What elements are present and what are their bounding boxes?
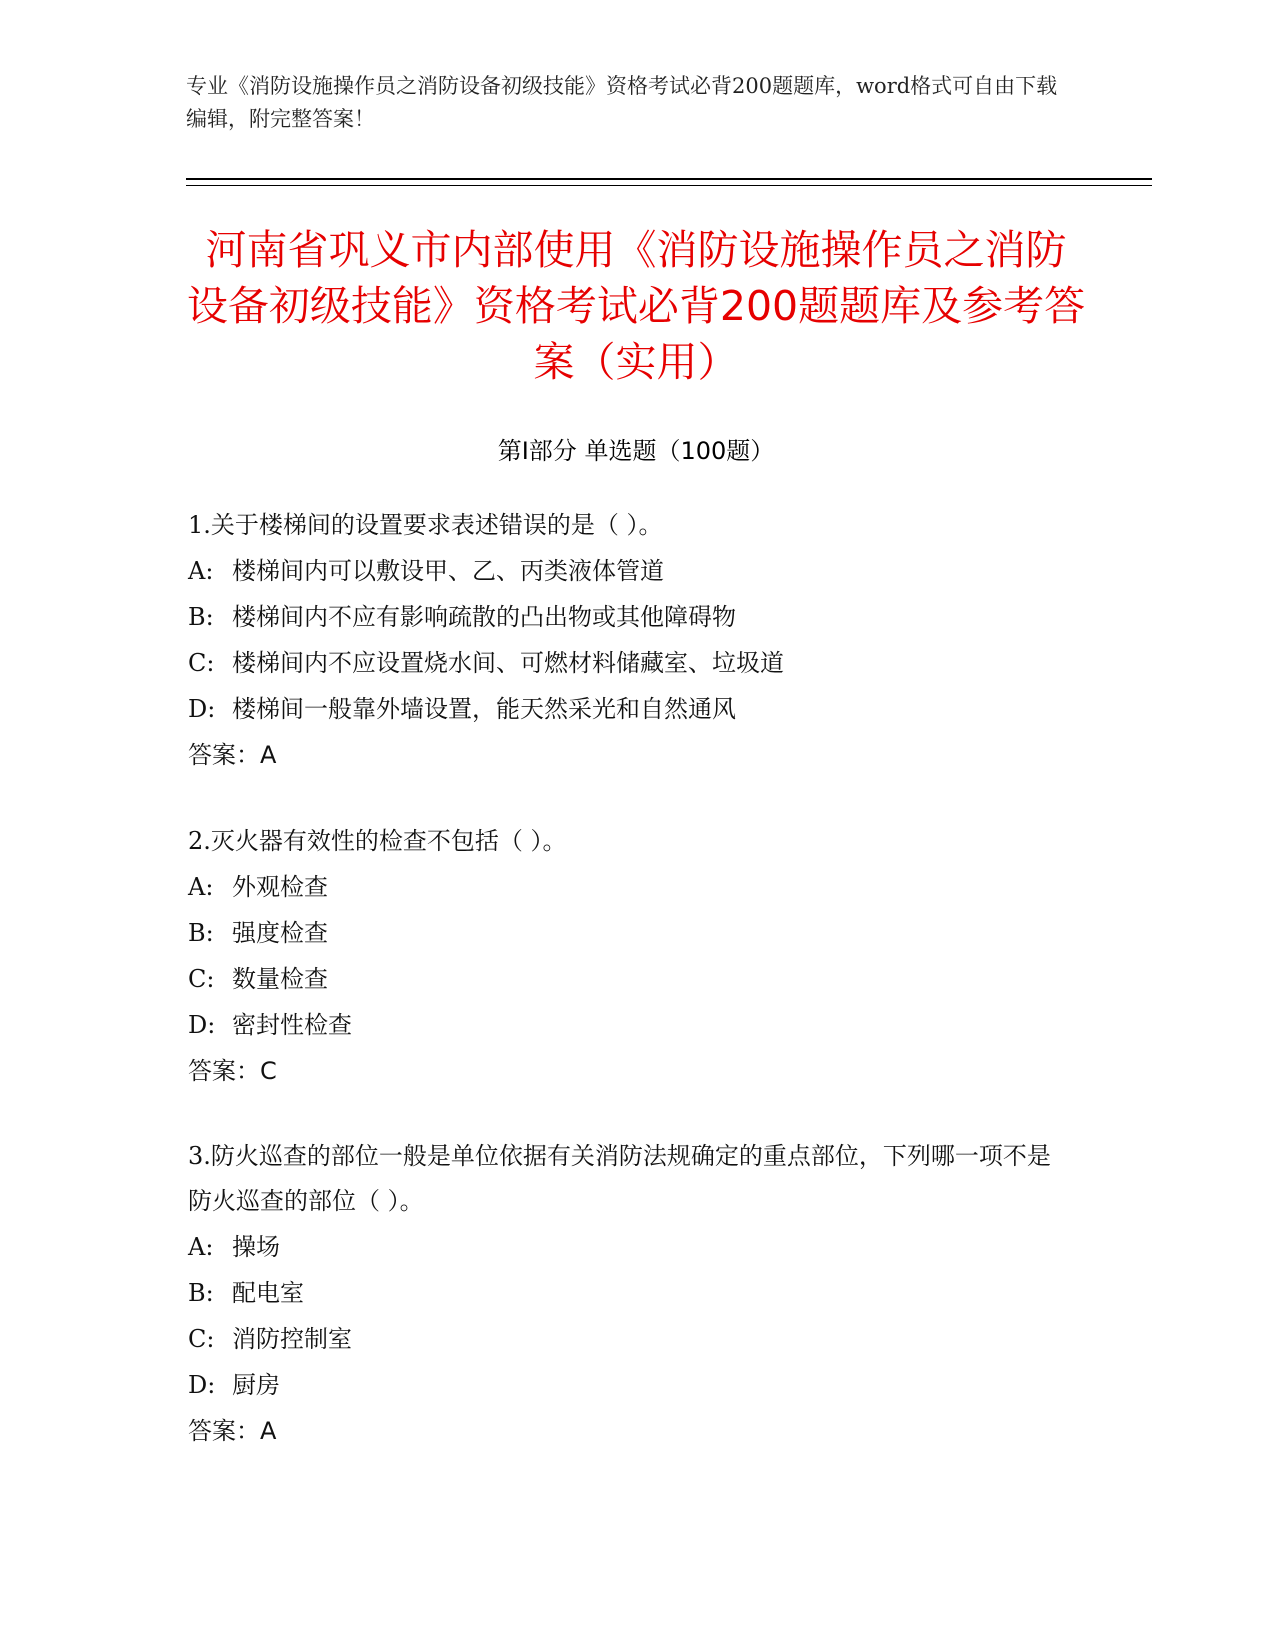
option-text: 楼梯间一般靠外墙设置，能天然采光和自然通风 — [232, 695, 736, 723]
question-stem: 3.防火巡查的部位一般是单位依据有关消防法规确定的重点部位，下列哪一项不是防火巡查的部位（ ）。 — [188, 1142, 1051, 1215]
question-stem: 2.灭火器有效性的检查不包括（ ）。 — [188, 827, 567, 855]
option-b — [188, 1270, 1068, 1316]
option-d — [188, 1002, 1068, 1048]
option-label: A: — [188, 557, 214, 585]
section-title: 第Ⅰ部分 单选题（100题） — [497, 437, 775, 465]
option-d — [188, 686, 1068, 732]
option-c — [188, 640, 1068, 686]
option-label: C: — [188, 1325, 215, 1353]
option-text: 强度检查 — [232, 919, 328, 947]
option-text: 消防控制室 — [232, 1325, 352, 1353]
question-3 — [188, 1134, 1068, 1454]
document-title: 河南省巩义市内部使用《消防设施操作员之消防设备初级技能》资格考试必背200题题库及参考答案（实用） — [186, 226, 1086, 386]
question-1 — [188, 502, 1068, 778]
option-label: B: — [188, 603, 214, 631]
option-d — [188, 1362, 1068, 1408]
option-a — [188, 548, 1068, 594]
question-stem: 1.关于楼梯间的设置要求表述错误的是（ ）。 — [188, 511, 663, 539]
option-a — [188, 864, 1068, 910]
option-label: D: — [188, 1371, 216, 1399]
answer: 答案：A — [188, 1417, 277, 1445]
answer: 答案：A — [188, 741, 277, 769]
option-b — [188, 910, 1068, 956]
question-2 — [188, 818, 1068, 1094]
header-divider-thin — [186, 185, 1152, 186]
answer: 答案：C — [188, 1057, 277, 1085]
option-text: 厨房 — [232, 1371, 280, 1399]
option-a — [188, 1224, 1068, 1270]
option-label: B: — [188, 1279, 214, 1307]
option-label: A: — [188, 1233, 214, 1261]
option-c — [188, 1316, 1068, 1362]
option-text: 外观检查 — [232, 873, 328, 901]
option-text: 密封性检查 — [232, 1011, 352, 1039]
option-text: 操场 — [232, 1233, 280, 1261]
option-label: A: — [188, 873, 214, 901]
option-text: 楼梯间内不应设置烧水间、可燃材料储藏室、垃圾道 — [232, 649, 784, 677]
option-label: C: — [188, 649, 215, 677]
option-text: 楼梯间内不应有影响疏散的凸出物或其他障碍物 — [232, 603, 736, 631]
option-text: 楼梯间内可以敷设甲、乙、丙类液体管道 — [232, 557, 664, 585]
option-c — [188, 956, 1068, 1002]
header-divider-thick — [186, 178, 1152, 180]
option-text: 配电室 — [232, 1279, 304, 1307]
option-label: B: — [188, 919, 214, 947]
option-text: 数量检查 — [232, 965, 328, 993]
option-label: C: — [188, 965, 215, 993]
option-label: D: — [188, 1011, 216, 1039]
option-label: D: — [188, 695, 216, 723]
option-b — [188, 594, 1068, 640]
header-note: 专业《消防设施操作员之消防设备初级技能》资格考试必背200题题库，word格式可自由下载编辑，附完整答案！ — [186, 74, 1058, 131]
